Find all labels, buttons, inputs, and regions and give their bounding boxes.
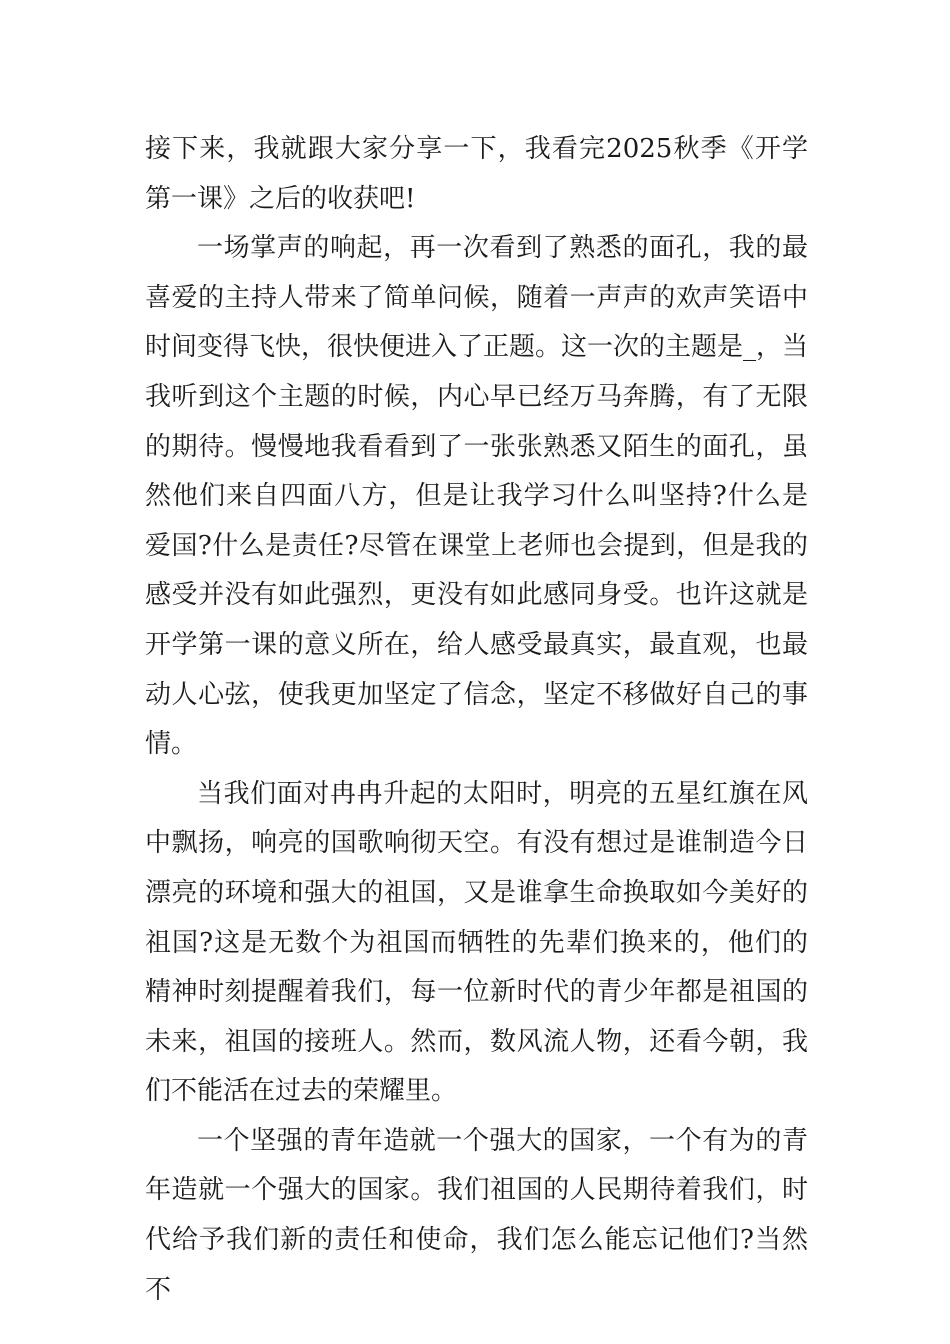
paragraph-1: 接下来，我就跟大家分享一下，我看完2025秋季《开学第一课》之后的收获吧!	[145, 134, 808, 214]
paragraph-4: 一个坚强的青年造就一个强大的国家，一个有为的青年造就一个强大的国家。我们祖国的人民期待着我们，时代给予我们新的责任和使命，我们怎么能忘记他们?当然不	[145, 1125, 808, 1305]
paragraph-3: 当我们面对冉冉升起的太阳时，明亮的五星红旗在风中飘扬，响亮的国歌响彻天空。有没有想过是谁制造今日漂亮的环境和强大的祖国，又是谁拿生命换取如今美好的祖国?这是无数个为祖国而牺牲的先辈们换来的，他们的精神时刻提醒着我们，每一位新时代的青少年都是祖国的未来，祖国的接班人。然而，数风流人物，还看今朝，我们不能活在过去的荣耀里。	[145, 778, 808, 1107]
paragraph-2: 一场掌声的响起，再一次看到了熟悉的面孔，我的最喜爱的主持人带来了简单问候，随着一声声的欢声笑语中时间变得飞快，很快便进入了正题。这一次的主题是_，当我听到这个主题的时候，内心早已经万马奔腾，有了无限的期待。慢慢地我看看到了一张张熟悉又陌生的面孔，虽然他们来自四面八方，但是让我学习什么叫坚持?什么是爱国?什么是责任?尽管在课堂上老师也会提到，但是我的感受并没有如此强烈，更没有如此感同身受。也许这就是开学第一课的意义所在，给人感受最真实，最直观，也最动人心弦，使我更加坚定了信念，坚定不移做好自己的事情。	[145, 233, 809, 760]
document-body	[145, 125, 808, 1315]
